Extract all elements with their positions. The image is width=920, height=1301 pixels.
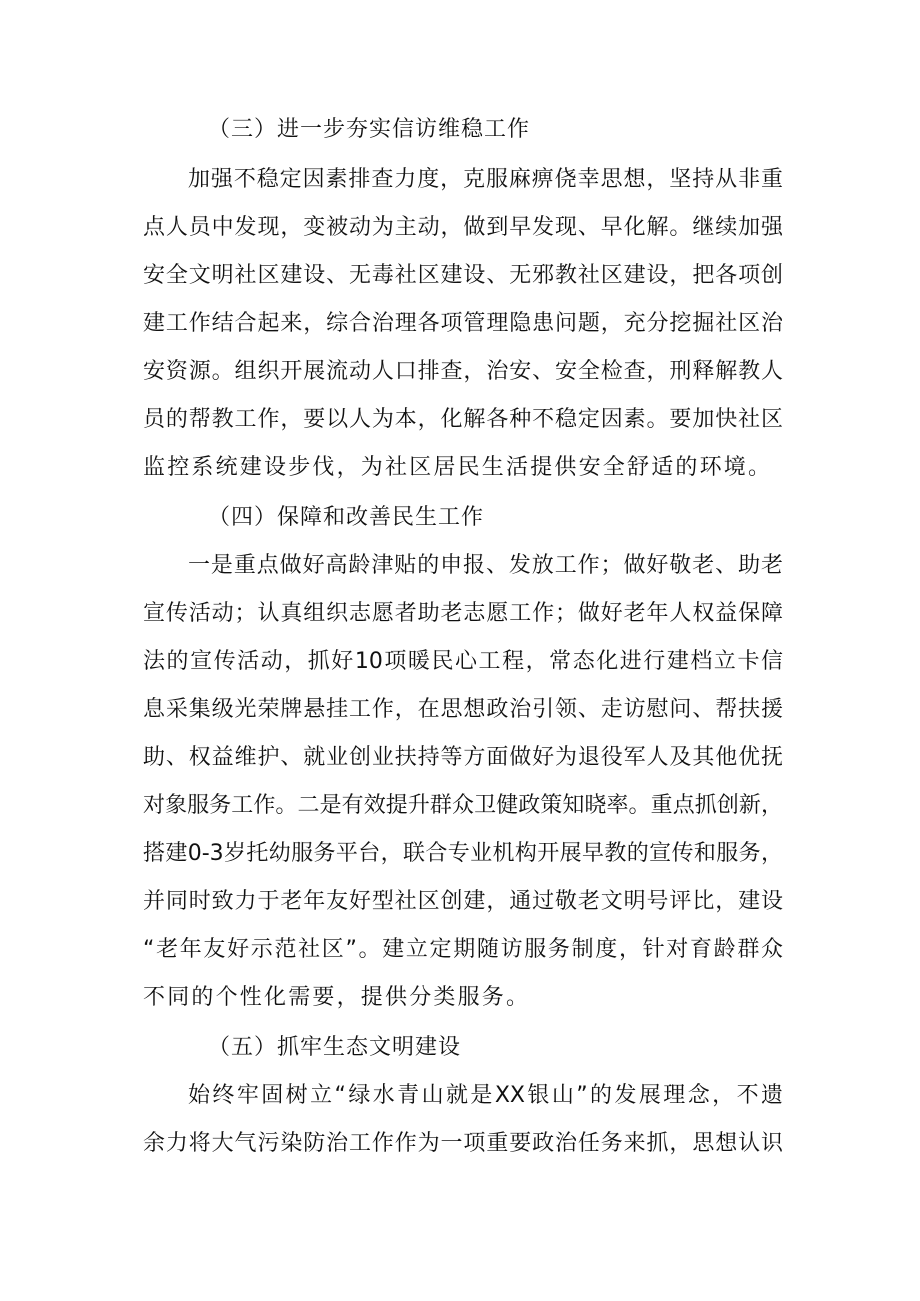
paragraph-line: 余力将大气污染防治工作作为一项重要政治任务来抓，思想认识: [143, 1131, 783, 1156]
paragraph-line: 安全文明社区建设、无毒社区建设、无邪教社区建设，把各项创: [143, 263, 783, 288]
paragraph-line: 宣传活动；认真组织志愿者助老志愿工作；做好老年人权益保障: [143, 601, 783, 626]
paragraph-line: 并同时致力于老年友好型社区创建，通过敬老文明号评比，建设: [143, 889, 783, 914]
section-heading-5: （五）抓牢生态文明建设: [208, 1035, 462, 1060]
paragraph-line: 建工作结合起来，综合治理各项管理隐患问题，充分挖掘社区治: [143, 311, 783, 336]
paragraph-line: 员的帮教工作，要以人为本，化解各种不稳定因素。要加快社区: [143, 407, 783, 432]
paragraph-line: 对象服务工作。二是有效提升群众卫健政策知晓率。重点抓创新，: [143, 793, 783, 818]
paragraph-line: 点人员中发现，变被动为主动，做到早发现、早化解。继续加强: [143, 215, 783, 240]
section-heading-4: （四）保障和改善民生工作: [208, 505, 485, 530]
paragraph-line: 加强不稳定因素排查力度，克服麻痹侥幸思想，坚持从非重: [188, 167, 783, 192]
paragraph-line: 安资源。组织开展流动人口排查，治安、安全检查，刑释解教人: [143, 359, 783, 384]
paragraph-line: 始终牢固树立“绿水青山就是XX银山”的发展理念，不遗: [188, 1083, 783, 1108]
paragraph-line: 监控系统建设步伐，为社区居民生活提供安全舒适的环境。: [143, 455, 773, 480]
paragraph-line: 法的宣传活动，抓好10项暖民心工程，常态化进行建档立卡信: [143, 649, 783, 674]
paragraph-line: 助、权益维护、就业创业扶持等方面做好为退役军人及其他优抚: [143, 745, 783, 770]
paragraph-line: “老年友好示范社区”。建立定期随访服务制度，针对育龄群众: [143, 937, 784, 962]
section-heading-3: （三）进一步夯实信访维稳工作: [208, 117, 531, 142]
paragraph-line: 搭建0-3岁托幼服务平台，联合专业机构开展早教的宣传和服务，: [143, 841, 783, 866]
paragraph-line: 息采集级光荣牌悬挂工作，在思想政治引领、走访慰问、帮扶援: [143, 697, 783, 722]
paragraph-line: 一是重点做好高龄津贴的申报、发放工作；做好敬老、助老: [188, 553, 783, 578]
paragraph-line: 不同的个性化需要，提供分类服务。: [143, 985, 531, 1010]
